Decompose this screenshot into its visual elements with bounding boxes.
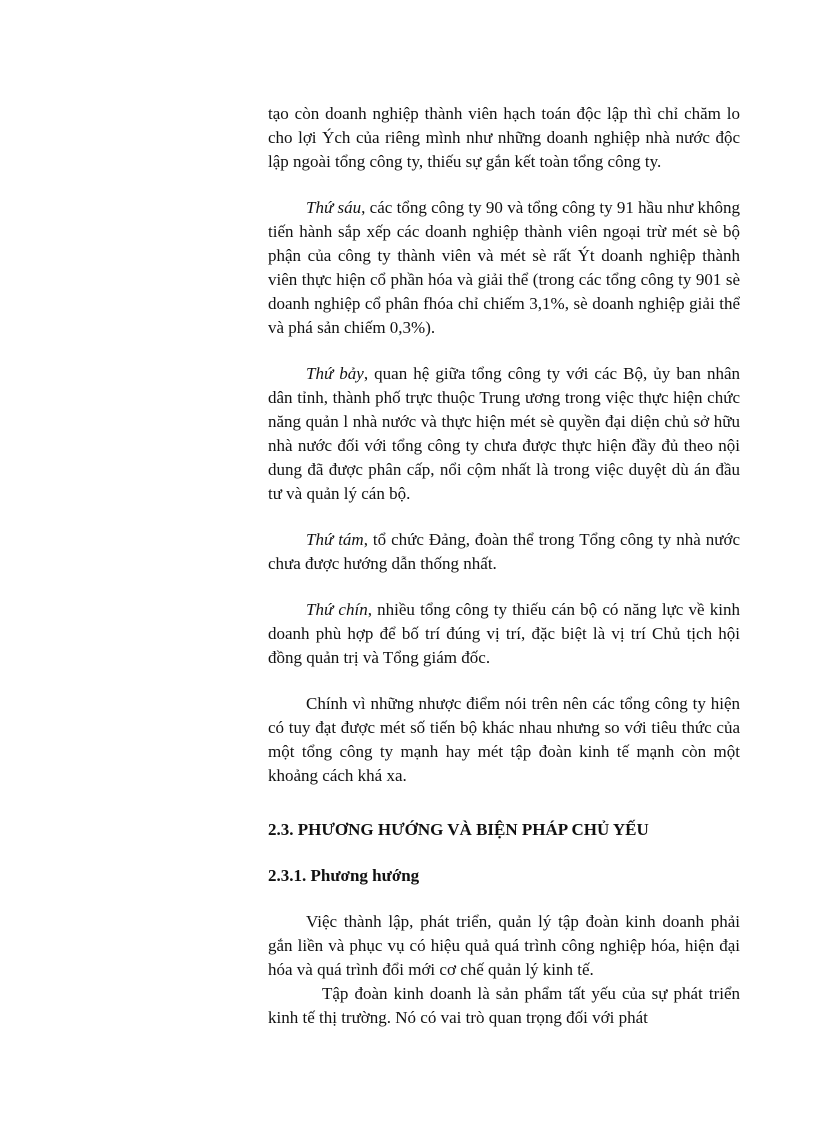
subsection-heading: 2.3.1. Phương hướng [268, 866, 420, 885]
paragraph-conclusion: Chính vì những nhược điểm nói trên nên các tổng công ty hiện có tuy đạt được mét số tiến bộ khác nhau nhưng so với tiêu thức của một tổng công ty mạnh hay mét tập đoàn kinh tế mạnh còn một khoảng cách khá xa. [268, 694, 740, 785]
paragraph-thu-bay [268, 362, 740, 506]
paragraph-thu-tam [268, 528, 740, 576]
paragraph-continued: tạo còn doanh nghiệp thành viên hạch toán độc lập thì chỉ chăm lo cho lợi Ých của riêng mình như những doanh nghiệp nhà nước độc lập ngoài tổng công ty, thiếu sự gắn kết toàn tổng công ty. [268, 104, 740, 171]
paragraph-text: , tổ chức Đảng, đoàn thể trong Tổng công ty nhà nước chưa được hướng dẫn thống nhất. [268, 530, 740, 573]
paragraph-text: , quan hệ giữa tổng công ty với các Bộ, ủy ban nhân dân tỉnh, thành phố trực thuộc Trung ương trong việc thực hiện chức năng quản l nhà nước và thực hiện mét sè quyền đại diện chủ sở hữu nhà nước đối với tổng công ty chưa được thực hiện đầy đủ theo nội dung đã được phân cấp, nổi cộm nhất là trong việc duyệt dù án đầu tư và quản lý cán bộ. [268, 364, 740, 503]
paragraph-group-role: Tập đoàn kinh doanh là sản phẩm tất yếu của sự phát triển kinh tế thị trường. Nó có vai trò quan trọng đối với phát [268, 984, 740, 1027]
paragraph-lead-italic: Thứ tám [306, 530, 364, 549]
paragraph-text: , các tổng công ty 90 và tổng công ty 91 hầu như không tiến hành sắp xếp các doanh nghiệp thành viên ngoại trừ mét sè bộ phận của công ty thành viên và mét sè rất Ýt doanh nghiệp thành viên thực hiện cổ phần hóa và giải thể (trong các tổng công ty 901 sè doanh nghiệp cổ phân fhóa chỉ chiếm 3,1%, sè doanh nghiệp giải thể và phá sản chiếm 0,3%). [268, 198, 741, 337]
paragraph-direction: Việc thành lập, phát triển, quản lý tập đoàn kinh doanh phải gắn liền và phục vụ có hiệu quả quá trình công nghiệp hóa, hiện đại hóa và quá trình đổi mới cơ chế quản lý kinh tế. [268, 912, 740, 979]
paragraph-thu-chin [268, 598, 740, 670]
paragraph-lead-italic: Thứ bảy [306, 364, 364, 383]
document-body [268, 102, 740, 1030]
paragraph-thu-sau [268, 196, 740, 340]
paragraph-lead-italic: Thứ chín [306, 600, 368, 619]
section-heading: 2.3. PHƯƠNG HƯỚNG VÀ BIỆN PHÁP CHỦ YẾU [268, 820, 649, 839]
paragraph-text: , nhiều tổng công ty thiếu cán bộ có năng lực về kinh doanh phù hợp để bố trí đúng vị trí, đặc biệt là vị trí Chủ tịch hội đồng quản trị và Tổng giám đốc. [268, 600, 741, 667]
paragraph-lead-italic: Thứ sáu [306, 198, 362, 217]
